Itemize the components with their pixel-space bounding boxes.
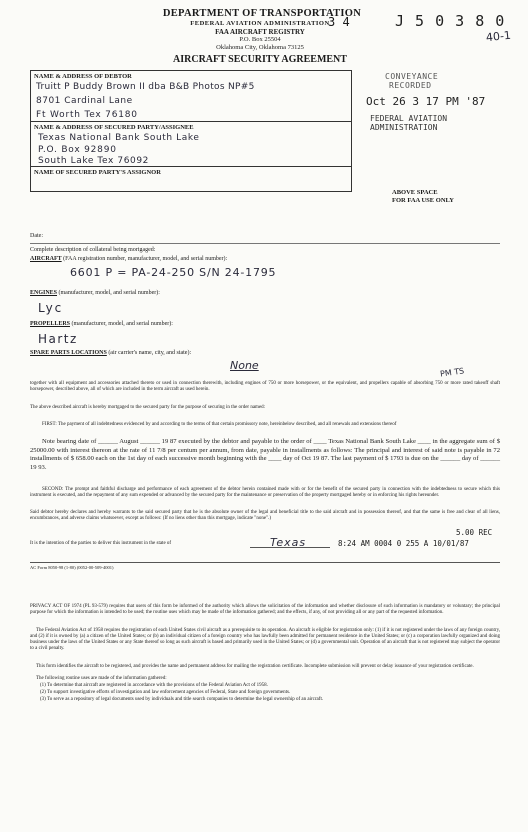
propellers-label-row [30, 321, 173, 328]
spare-label-row [30, 350, 191, 357]
fee-stamp: 5.00 REC [456, 528, 493, 537]
debtor-line-1: Truitt P Buddy Brown II dba B&B Photos NP#5 [36, 82, 255, 92]
secured-line-3: South Lake Tex 76092 [38, 156, 149, 166]
header-registry: FAA AIRCRAFT REGISTRY [215, 28, 305, 36]
privacy-paragraph-3: This form identifies the aircraft to be registered, and provides the name and permanent address for mailing the registration certificate. Incomplete submission will prevent or delay issuance of your registration certificate. [36, 664, 474, 669]
warranty-paragraph: Said debtor hereby declares and hereby warrants to the said secured party that he is the absolute owner of the legal and beneficial title to the said aircraft and in possession thereof, and that the same is free and clear of all liens, encumbrances, and adverse claims whatsoever, except as follows: (If no liens other than this mortgage, indicate "none".) [30, 510, 500, 521]
date-label: Date: [30, 233, 43, 239]
header-pobox: P.O. Box 25504 [239, 36, 281, 43]
conveyance-faa-2: ADMINISTRATION [370, 123, 438, 132]
state-value: Texas [270, 536, 307, 549]
recording-stamp: 8:24 AM 0004 0 255 A 10/01/87 [338, 539, 469, 548]
secured-party-label: NAME & ADDRESS OF SECURED PARTY/ASSIGNEE [34, 124, 194, 131]
conveyance-line-2: RECORDED [389, 81, 432, 90]
propellers-label: PROPELLERS [30, 321, 71, 327]
collateral-intro: Complete description of collateral being mortgaged: [30, 247, 156, 253]
above-space-2: FOR FAA USE ONLY [392, 197, 454, 204]
privacy-use-2: (2) To support investigative efforts of investigation and law enforcement agencies of Federal, State and foreign governments. [40, 690, 291, 695]
spare-initials: PM TS [439, 366, 465, 379]
engines-value: Lyc [38, 301, 64, 315]
spare-sub: (air carrier's name, city, and state): [108, 350, 192, 356]
privacy-use-1: (1) To determine that aircraft are registered in accordance with the provisions of the Federal Aviation Act of 1958. [40, 683, 268, 688]
aircraft-value: 6601 P = PA-24-250 S/N 24-1795 [70, 266, 277, 279]
debtor-line-3: Ft Worth Tex 76180 [36, 110, 138, 120]
propellers-sub: (manufacturer, model, and serial number): [71, 321, 173, 327]
engines-label-row [30, 290, 160, 297]
document-number: J 5 0 3 8 0 [395, 12, 506, 30]
conveyance-line-1: CONVEYANCE [385, 72, 439, 81]
intention-text: It is the intention of the parties to deliver this instrument in the state of [30, 541, 172, 546]
above-space-1: ABOVE SPACE [392, 189, 438, 196]
assignor-label: NAME OF SECURED PARTY'S ASSIGNOR [34, 169, 161, 176]
second-paragraph: SECOND: The prompt and faithful discharge and performance of each agreement of the debtor herein contained made with or for the benefit of the secured party in connection with the indebtedness to secure which this instrument is executed, and the repayment of any sum expended or advanced by the secured party for the maintenance or preservation of the property mortgaged hereby or in enforcing his rights hereunder. [30, 487, 500, 498]
debtor-line-2: 8701 Cardinal Lane [36, 96, 133, 106]
form-title: AIRCRAFT SECURITY AGREEMENT [173, 54, 347, 65]
debtor-label: NAME & ADDRESS OF DEBTOR [34, 73, 132, 80]
together-paragraph: together with all equipment and accessories attached thereto or used in connection therewith, including engines of 750 or more horsepower, or the equivalent, and propellers capable of absorbing 750 or more rated takeoff shaft horsepower, described above, all of which are included in the term aircraft as used herein. [30, 381, 500, 392]
engines-label: ENGINES [30, 290, 58, 296]
aircraft-sub: (FAA registration number, manufacturer, model, and serial number): [63, 256, 228, 262]
spare-label: SPARE PARTS LOCATIONS [30, 350, 107, 356]
spare-value: None [230, 359, 259, 372]
engines-sub: (manufacturer, model, and serial number): [58, 290, 160, 296]
privacy-paragraph-2: The Federal Aviation Act of 1958 requires the registration of each United States civil aircraft as a prerequisite to its operation. An aircraft is eligible for registration only: (1) if it is not registered under the laws of any foreign country, and (2) if it is owned by (a) a citizen of the United States; or (b) an individual citizen of a foreign country who has lawfully been admitted for permanent residence in the United States; or (c) a corporation lawfully organized and doing business under the laws of the United States or any State thereof so long as such aircraft is based and primarily used in the United States; or (d) a governmental unit. Operation of an aircraft that is not registered may subject the operator to a civil penalty. [30, 628, 500, 651]
aircraft-label: AIRCRAFT [30, 256, 62, 262]
header-administration: FEDERAL AVIATION ADMINISTRATION [190, 20, 330, 27]
mortgaged-paragraph: The above described aircraft is hereby mortgaged to the secured party for the purpose of securing in the order named: [30, 405, 266, 410]
corner-note: 40-1 [485, 28, 512, 45]
first-paragraph: FIRST: The payment of all indebtedness evidenced by and according to the terms of that certain promissory note, hereinbelow described, and all renewals and extensions thereof [42, 422, 397, 427]
aircraft-label-row [30, 256, 227, 263]
privacy-use-3: (3) To serve as a repository of legal documents used by individuals and title search companies to determine the legal ownership of an aircraft. [40, 697, 324, 702]
privacy-paragraph-1: PRIVACY ACT OF 1974 (PL 93-579) requires that users of this form be informed of the authority which allows the solicitation of the information and whether disclosure of such information is mandatory or voluntary; the principal purpose for which the information is intended to be used; the routine uses which may be made of the information gathered; and the effects, if any, of not providing all or any part of the requested information. [30, 604, 500, 615]
form-number: AC Form 8050-98 (1-80) (0052-00-509-4001) [30, 565, 114, 570]
propellers-value: Hartz [38, 332, 78, 346]
header-agency: DEPARTMENT OF TRANSPORTATION [162, 8, 362, 19]
conveyance-faa-1: FEDERAL AVIATION [370, 114, 448, 123]
privacy-paragraph-4: The following routine uses are made of the information gathered: [36, 676, 167, 681]
header-city: Oklahoma City, Oklahoma 73125 [216, 44, 304, 51]
secured-line-2: P.O. Box 92890 [38, 145, 117, 155]
header-stamp-number: 3 4 [328, 15, 350, 29]
conveyance-date: Oct 26 3 17 PM '87 [366, 95, 486, 108]
note-terms: Note bearing date of ______ August ______ 19 87 executed by the debtor and payable to the order of ____ Texas National Bank South Lake ____ in the aggregate sum of $ 25000.00 with interest thereon at the rate of 11 7/8 per centum per annum, from date, payable in installments as follows: The principal and interest of said note is payable in 72 installments of $ 658.00 each on the 1st day of each successive month beginning with the ____ day of Oct 19 87. The last payment of $ 1793 is due on the ______ day of ______ 19 93. [30, 438, 500, 471]
secured-line-1: Texas National Bank South Lake [38, 133, 200, 143]
